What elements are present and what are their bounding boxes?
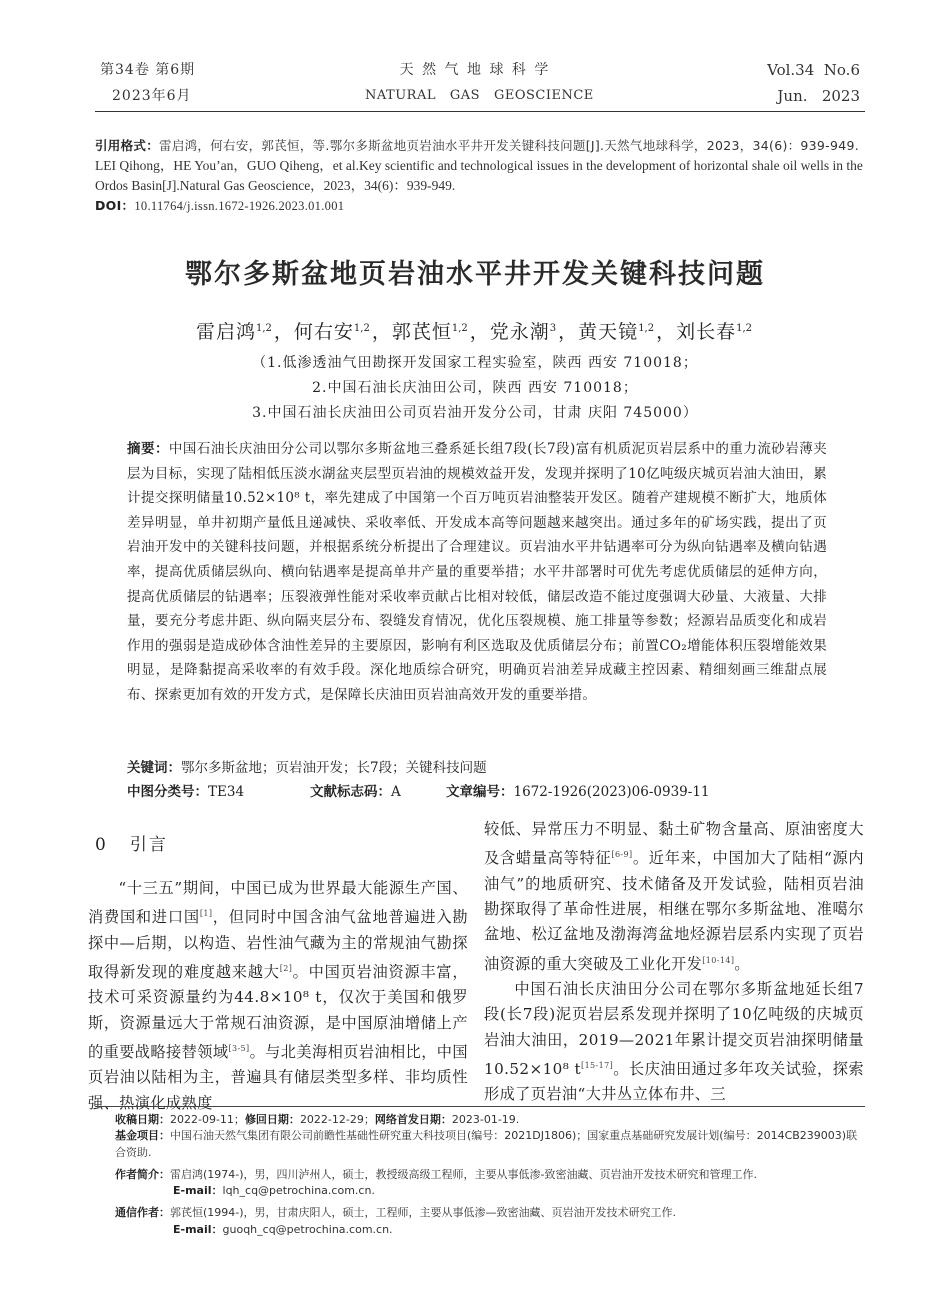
corresponding-email-link[interactable]: guoqh_cq@petrochina.com.cn. <box>222 1222 393 1236</box>
author-email: E-mail：lqh_cq@petrochina.com.cn. <box>173 1184 375 1198</box>
reference-marker: [10-14] <box>702 955 735 965</box>
doi-link[interactable]: 10.11764/j.issn.1672-1926.2023.01.001 <box>134 199 345 213</box>
author-list <box>95 317 855 344</box>
header-rule <box>95 111 865 112</box>
author-2: 何右安$^{1,2}$ ， <box>293 321 392 343</box>
paragraph: 较低、异常压力不明显、黏土矿物含量高、原油密度大及含蜡量高等特征[6-9]。近年来，中国加大了陆相“源内油气”的地质研究、技术储备及开发试验，陆相页岩油勘探取得了革命性进展，相继在鄂尔多斯盆地、准噶尔盆地、松辽盆地及渤海湾盆地烃源岩层系内实现了页岩油资源的重大突破及工业化开发[10-14]。 <box>484 820 865 973</box>
journal-name-cn: 天 然 气 地 球 科 学 <box>399 62 551 78</box>
funding: 基金项目：中国石油天然气集团有限公司前瞻性基础性研究重大科技项目(编号：2021DJ1806)；国家重点基础研究发展计划(编号：2014CB239003)联合资助. <box>115 1129 858 1159</box>
reference-marker: [6-9] <box>611 850 633 860</box>
abstract-label: 摘要： <box>127 441 169 457</box>
author-4: 党永潮$^3$ ， <box>489 321 579 343</box>
abstract-text: 中国石油长庆油田分公司以鄂尔多斯盆地三叠系延长组7段(长7段)富有机质泥页岩层系中的重力流砂岩薄夹层为目标，实现了陆相低压淡水湖盆夹层型页岩油的规模效益开发，发现并探明了10亿吨级庆城页岩油大油田，累计提交探明储量10.52×10⁸ t，率先建成了中国第一个百万吨页岩油整装开发区。随着产建规模不断扩大，地质体差异明显，单井初期产量低且递减快、采收率低、开发成本高等问题越来越突出。通过多年的矿场实践，提出了页岩油开发中的关键科技问题，并根据系统分析提出了合理建议。页岩油水平井钻遇率可分为纵向钻遇率及横向钻遇率，提高优质储层纵向、横向钻遇率是提高单井产量的重要举措；水平井部署时可优先考虑优质储层的延伸方向，提高优质储层的钻遇率；压裂液弹性能对采收率贡献占比相对较低，储层改造不能过度强调大砂量、大液量、大排量，要充分考虑井距、纵向隔夹层分布、裂缝发育情况，优化压裂规模、施工排量等参数；烃源岩品质变化和成岩作用的强弱是造成砂体含油性差异的主要原因，影响有利区选取及优质储层分布；前置CO₂增能体积压裂增能效果明显，是降黏提高采收率的有效手段。深化地质综合研究，明确页岩油差异成藏主控因素、精细刻画三维甜点展布、探索更加有效的开发方式，是保障长庆油田页岩油高效开发的重要举措。 <box>127 441 827 703</box>
affiliation-1: （1.低渗透油气田勘探开发国家工程实验室，陕西 西安 710018； <box>252 355 698 371</box>
reference-marker: [2] <box>279 963 293 973</box>
volume-issue-en: Vol.34 No.6 <box>767 61 860 79</box>
journal-name-en: NATURAL GAS GEOSCIENCE <box>365 88 594 103</box>
received-date: 收稿日期：2022-09-11；修回日期：2022-12-29；网络首发日期：2023-01-19. <box>115 1113 520 1126</box>
corresponding-email: E-mail：guoqh_cq@petrochina.com.cn. <box>173 1222 393 1236</box>
paragraph: “十三五”期间，中国已成为世界最大能源生产国、消费国和进口国[1]，但同时中国含油气盆地普遍进入勘探中—后期，以构造、岩性油气藏为主的常规油气勘探取得新发现的难度越来越大[2]。中国页岩油资源丰富，技术可采资源量约为44.8×10⁸ t，仅次于美国和俄罗斯，资源量远大于常规石油资源，是中国原油增储上产的重要战略接替领域[3-5]。与北美海相页岩油相比，中国页岩油以陆相为主，普遍具有储层类型多样、非均质性强、热演化成熟度 <box>88 879 468 1112</box>
author-email-link[interactable]: lqh_cq@petrochina.com.cn. <box>222 1184 375 1198</box>
paragraph: 中国石油长庆油田分公司在鄂尔多斯盆地延长组7段(长7段)泥页岩层系发现并探明了10亿吨级的庆城页岩油大油田，2019—2021年累计提交页岩油探明储量10.52×10⁸ t[15-17]。长庆油田通过多年攻关试验，探索形成了页岩油“大井丛立体布井、三 <box>484 979 864 1104</box>
affiliation-3: 3.中国石油长庆油田公司页岩油开发分公司，甘肃 庆阳 745000） <box>252 405 698 421</box>
citation-en: LEI Qihong，HE You’an，GUO Qiheng，et al.Key scientific and technological issues in the development of horizontal shale oil wells in the Ordos Basin[J].Natural Gas Geoscience，2023，34(6)：939-949. <box>95 158 863 193</box>
body-left-column <box>88 876 468 1116</box>
author-1: 雷启鸿$^{1,2}$ ， <box>195 321 294 343</box>
article-title: 鄂尔多斯盆地页岩油水平井开发关键科技问题 <box>185 259 765 290</box>
footnotes <box>115 1112 865 1238</box>
volume-issue-cn: 第34卷 第6期 <box>100 62 196 78</box>
author-6: 刘长春$^{1,2}$ <box>676 321 753 343</box>
article-number: 文章编号：1672-1926(2023)06-0939-11 <box>446 784 710 800</box>
abstract <box>127 437 827 708</box>
reference-marker: [1] <box>199 909 213 919</box>
citation-label: 引用格式： <box>95 138 160 153</box>
date-en: Jun. 2023 <box>777 87 860 105</box>
author-5: 黄天镜$^{1,2}$ ， <box>578 321 677 343</box>
section-number: 0 <box>95 835 108 855</box>
affiliation-2: 2.中国石油长庆油田公司，陕西 西安 710018； <box>312 380 638 396</box>
document-code: 文献标志码：A <box>310 784 401 800</box>
author-3: 郭芪恒$^{1,2}$ ， <box>391 321 490 343</box>
doi: DOI：10.11764/j.issn.1672-1926.2023.01.001 <box>95 198 345 213</box>
section-heading <box>95 830 168 855</box>
citation-cn: 引用格式：雷启鸿，何右安，郭芪恒，等.鄂尔多斯盆地页岩油水平井开发关键科技问题[J].天然气地球科学，2023，34(6)：939-949. <box>95 138 860 153</box>
reference-marker: [15-17] <box>581 1060 614 1070</box>
citation-block <box>95 136 865 216</box>
corresponding-author: 通信作者：郭芪恒(1994-)，男，甘肃庆阳人，硕士，工程师，主要从事低渗—致密油藏、页岩油开发技术研究工作. <box>115 1206 677 1220</box>
body-right-column <box>484 817 864 1107</box>
date-cn: 2023年6月 <box>112 88 192 104</box>
author-bio: 作者简介：雷启鸿(1974-)，男，四川泸州人，硕士，教授级高级工程师，主要从事低渗-致密油藏、页岩油开发技术研究和管理工作. <box>115 1167 758 1181</box>
clc-number: 中图分类号：TE34 <box>127 784 245 800</box>
reference-marker: [3-5] <box>228 1043 250 1053</box>
section-title: 引言 <box>129 835 168 855</box>
footnote-rule <box>95 1106 865 1107</box>
keywords: 关键词：鄂尔多斯盆地；页岩油开发；长7段；关键科技问题 <box>127 760 487 776</box>
